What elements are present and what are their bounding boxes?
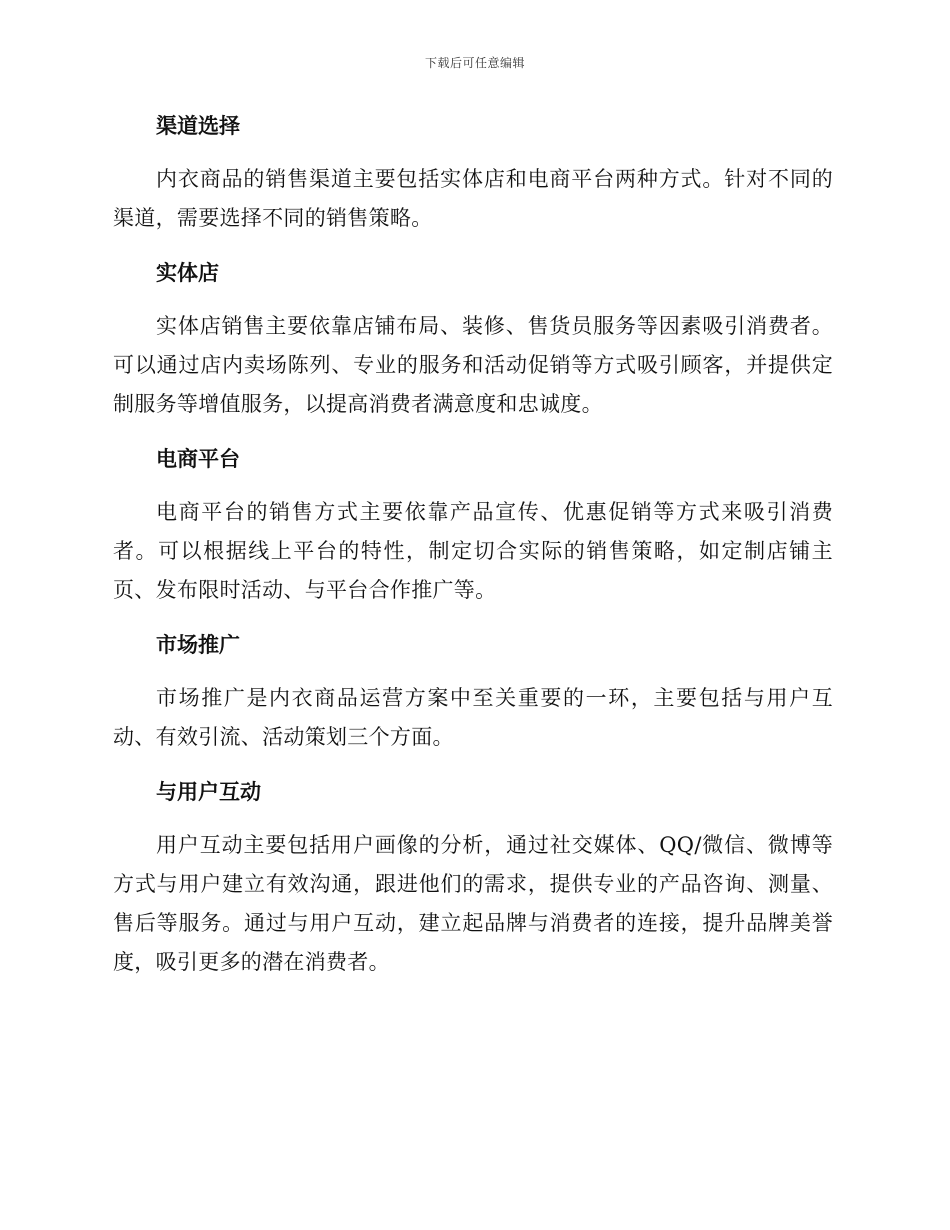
section-paragraph-physical-store: 实体店销售主要依靠店铺布局、装修、售货员服务等因素吸引消费者。可以通过店内卖场陈列、专业的服务和活动促销等方式吸引顾客，并提供定制服务等增值服务，以提高消费者满意度和忠诚度。 (113, 314, 833, 416)
document-body (113, 108, 833, 999)
section-paragraph-market-promotion: 市场推广是内衣商品运营方案中至关重要的一环，主要包括与用户互动、有效引流、活动策划三个方面。 (113, 686, 833, 749)
section-paragraph-channel-selection: 内衣商品的销售渠道主要包括实体店和电商平台两种方式。针对不同的渠道，需要选择不同的销售策略。 (113, 167, 833, 230)
section-paragraph-ecommerce-platform: 电商平台的销售方式主要依靠产品宣传、优惠促销等方式来吸引消费者。可以根据线上平台的特性，制定切合实际的销售策略，如定制店铺主页、发布限时活动、与平台合作推广等。 (113, 500, 833, 602)
section-paragraph-user-interaction: 用户互动主要包括用户画像的分析，通过社交媒体、QQ/微信、微博等方式与用户建立有效沟通，跟进他们的需求，提供专业的产品咨询、测量、售后等服务。通过与用户互动，建立起品牌与消费者的连接，提升品牌美誉度，吸引更多的潜在消费者。 (113, 833, 833, 974)
section-heading-user-interaction: 与用户互动 (156, 780, 261, 804)
section-heading-market-promotion: 市场推广 (156, 633, 240, 657)
section-heading-ecommerce-platform: 电商平台 (156, 447, 240, 471)
section-heading-channel-selection: 渠道选择 (156, 114, 240, 138)
header-note: 下载后可任意编辑 (424, 56, 525, 70)
section-heading-physical-store: 实体店 (156, 261, 219, 285)
